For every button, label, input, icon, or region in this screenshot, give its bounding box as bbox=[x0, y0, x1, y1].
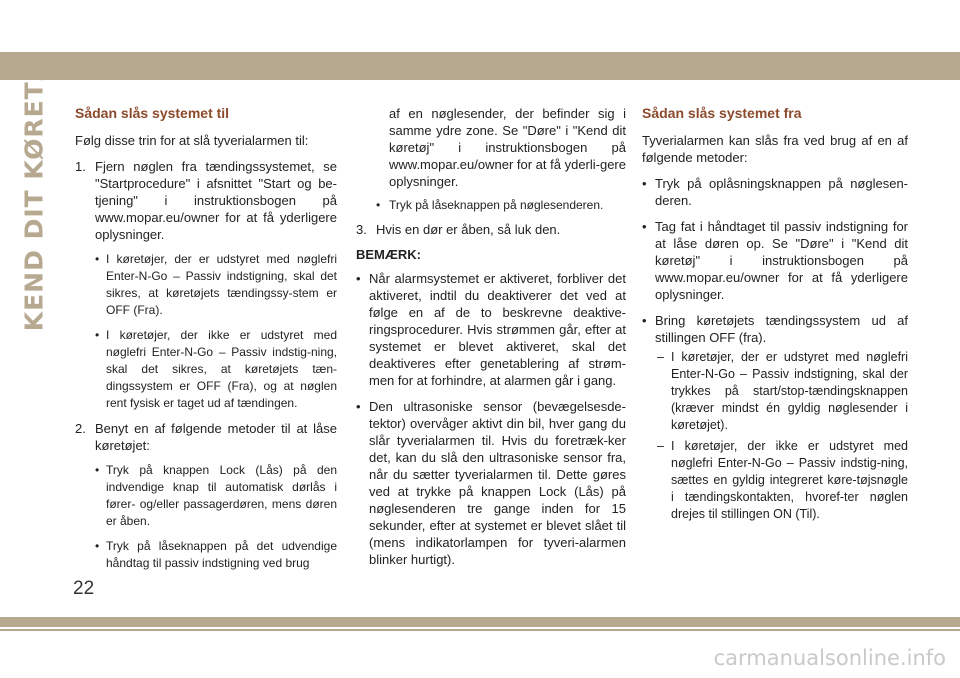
bullet-text: I køretøjer, der ikke er udstyret med nøglefri Enter-N-Go – Passiv indstig-ning, skal det sikres, at køretøjets tæn-dingssystem er OFF (Fra), og at nøglen rent fysisk er taget ud af tændingen. bbox=[106, 328, 337, 410]
step-2-bullet bbox=[95, 538, 337, 572]
side-label-text: KEND DIT KØRETØJ bbox=[19, 48, 49, 332]
step-number: 1. bbox=[75, 159, 86, 174]
step-1-bullet bbox=[95, 327, 337, 412]
step-number: 2. bbox=[75, 421, 86, 436]
step-1 bbox=[75, 158, 337, 243]
note-item bbox=[356, 270, 626, 389]
bullet-icon: • bbox=[95, 252, 100, 266]
intro-text: Tyverialarmen kan slås fra ved brug af en af følgende metoder: bbox=[642, 133, 908, 165]
section-side-label bbox=[14, 48, 54, 332]
intro-text: Følg disse trin for at slå tyverialarmen til: bbox=[75, 133, 309, 148]
column-1 bbox=[75, 105, 337, 580]
dash-icon: – bbox=[657, 439, 664, 453]
step-text: Fjern nøglen fra tændingssystemet, se "Startprocedure" i afsnittet "Start og be-tjening" i instruktionsbogen på www.mopar.eu/owner for at få yderligere oplysninger. bbox=[95, 159, 337, 242]
sub-method-text: I køretøjer, der ikke er udstyret med nøglefri Enter-N-Go – Passiv indstig-ning, sættes en gyldig integreret køre-tøjsnøgle i tændingskontakten, hvoref-ter nøglen drejes til stillingen ON (Til). bbox=[671, 439, 908, 521]
bullet-text: I køretøjer, der er udstyret med nøglefri Enter-N-Go – Passiv indstigning, skal det sikres, at køretøjets tændingssy-stem er OFF (Fra). bbox=[106, 252, 337, 317]
note-item bbox=[356, 398, 626, 568]
bullet-icon: • bbox=[356, 271, 361, 286]
step-text: Hvis en dør er åben, så luk den. bbox=[376, 222, 561, 237]
method-text: Tag fat i håndtaget til passiv indstigning for at låse døren op. Se "Døre" i "Kend dit køretøj" i instruktionsbogen på www.mopar.eu/owner for at få yderligere oplysninger. bbox=[655, 219, 908, 302]
bullet-icon: • bbox=[642, 313, 647, 328]
bullet-icon: • bbox=[95, 539, 100, 553]
note-label: BEMÆRK: bbox=[356, 247, 421, 262]
method-item bbox=[642, 175, 908, 209]
column-2 bbox=[356, 105, 626, 577]
bullet-icon: • bbox=[95, 328, 100, 342]
continued-text: af en nøglesender, der befinder sig i samme ydre zone. Se "Døre" i "Kend dit køretøj" i instruktionsbogen på www.mopar.eu/owner for at få yderli-gere oplysninger. bbox=[389, 106, 626, 189]
column-3 bbox=[642, 105, 908, 527]
bullet-text: Tryk på låseknappen på nøglesenderen. bbox=[389, 198, 604, 212]
method-text: Bring køretøjets tændingssystem ud af stillingen OFF (fra). bbox=[655, 313, 908, 345]
step-text: Benyt en af følgende metoder til at låse køretøjet: bbox=[95, 421, 337, 453]
bottom-rule bbox=[0, 629, 960, 631]
bullet-icon: • bbox=[642, 219, 647, 234]
method-item bbox=[642, 218, 908, 303]
step-3 bbox=[356, 221, 626, 238]
step-number: 3. bbox=[356, 222, 367, 237]
step-2-bullet bbox=[95, 462, 337, 530]
bullet-icon: • bbox=[95, 463, 100, 477]
top-band bbox=[0, 52, 960, 80]
note-text: Når alarmsystemet er aktiveret, forbliver det aktiveret, indtil du deaktiverer det ved at følge en af de to beskrevne deaktive-ringsprocedurer. Hvis strømmen går, efter at systemet er blevet aktiveret, skal det deaktiveres efter genetablering af strøm-men for at forhindre, at alarmen går i gang. bbox=[369, 271, 626, 388]
bullet-text: Tryk på knappen Lock (Lås) på den indvendige knap til automatisk dørlås i fører- og/eller passagerdøren, mens døren er åben. bbox=[106, 463, 337, 528]
step-2 bbox=[75, 420, 337, 454]
bullet-icon: • bbox=[642, 176, 647, 191]
key-bullet bbox=[376, 197, 626, 214]
watermark-text: carmanualsonline.info bbox=[713, 646, 946, 670]
dash-icon: – bbox=[657, 350, 664, 364]
sub-method-item bbox=[657, 349, 908, 434]
bottom-band bbox=[0, 617, 960, 627]
bullet-icon: • bbox=[356, 399, 361, 414]
heading-deactivate: Sådan slås systemet fra bbox=[642, 105, 802, 121]
bullet-text: Tryk på låseknappen på det udvendige håndtag til passiv indstigning ved brug bbox=[106, 539, 337, 570]
method-text: Tryk på oplåsningsknappen på nøglesen-deren. bbox=[655, 176, 908, 208]
sub-method-text: I køretøjer, der er udstyret med nøglefri Enter-N-Go – Passiv indstigning, skal der trykkes på start/stop-tændingsknappen (kræver mindst én gyldig nøglesender i køretøjet). bbox=[671, 350, 908, 432]
note-text: Den ultrasoniske sensor (bevægelsesde-tektor) overvåger aktivt din bil, hver gang du slår tyverialarmen til. Hvis du foretræk-ker det, kan du slå den ultrasoniske sensor fra, når du sætter tyverialarmen til. Dette gøres ved at trykke på knappen Lock (Lås) på nøglesenderen tre gange inden for 15 sekunder, efter at systemet er blevet slået til (mens indikatorlampen for tyveri-alarmen blinker hurtigt). bbox=[369, 399, 626, 567]
sub-method-item bbox=[657, 438, 908, 523]
method-item bbox=[642, 312, 908, 346]
bullet-icon: • bbox=[376, 198, 381, 212]
page-number: 22 bbox=[73, 578, 95, 599]
step-1-bullet bbox=[95, 251, 337, 319]
heading-activate: Sådan slås systemet til bbox=[75, 105, 230, 121]
